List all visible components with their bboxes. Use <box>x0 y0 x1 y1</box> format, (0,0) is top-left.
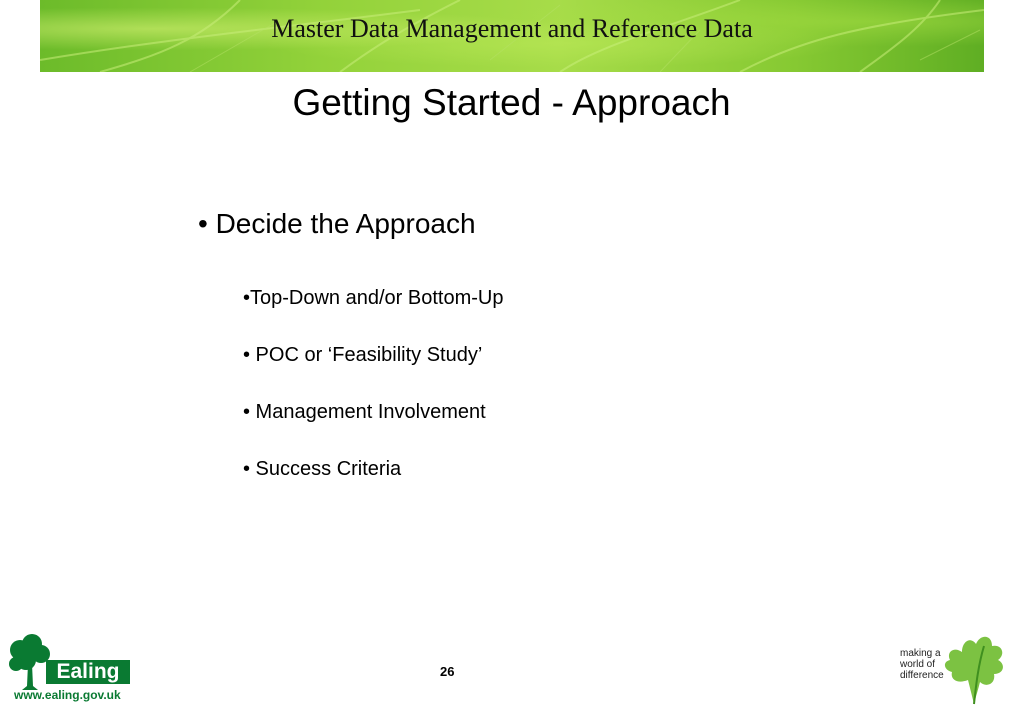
sub-bullet: • POC or ‘Feasibility Study’ <box>243 344 483 366</box>
slide-title: Getting Started - Approach <box>292 82 731 123</box>
tagline-logo <box>898 626 1010 706</box>
ealing-url[interactable]: www.ealing.gov.uk <box>14 688 121 702</box>
sub-bullet: •Top-Down and/or Bottom-Up <box>243 287 504 309</box>
ealing-wordmark: Ealing <box>46 660 130 684</box>
tagline-text: making a world of difference <box>900 648 944 681</box>
sub-bullet-list <box>243 285 503 513</box>
header-banner <box>40 0 984 72</box>
page-number: 26 <box>440 664 455 679</box>
oak-leaf-icon <box>934 626 1010 706</box>
main-bullet: • Decide the Approach <box>198 208 476 239</box>
sub-bullet: • Management Involvement <box>243 401 486 423</box>
ealing-logo <box>8 634 128 706</box>
banner-title: Master Data Management and Reference Data <box>271 14 753 43</box>
sub-bullet: • Success Criteria <box>243 458 402 480</box>
